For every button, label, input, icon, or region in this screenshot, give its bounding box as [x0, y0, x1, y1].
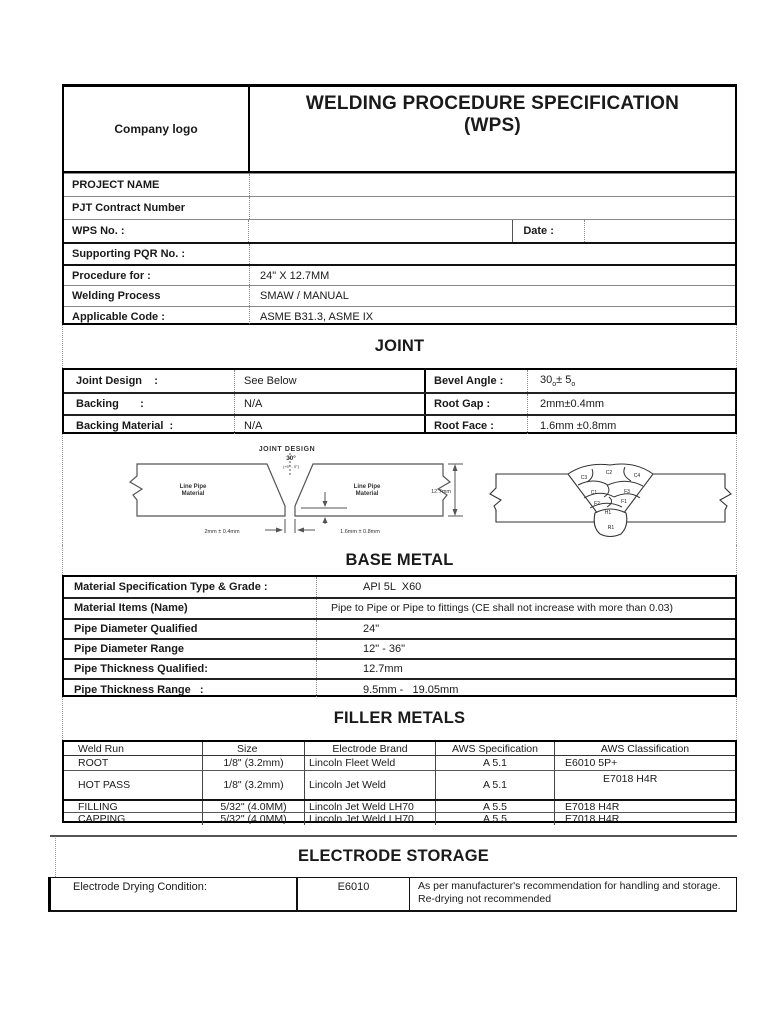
- company-logo-cell: [64, 87, 250, 171]
- joint-design-diagram-title: JOINT DESIGN: [258, 446, 316, 453]
- contract-number-value: [250, 197, 735, 219]
- left-material-label-line2: Material: [181, 491, 205, 497]
- class-cell: E7018 H4R: [565, 801, 620, 812]
- weld-run-cell: HOT PASS: [64, 771, 203, 799]
- company-logo-label: Company logo: [114, 122, 198, 136]
- spec-cell: A 5.1: [436, 771, 555, 799]
- col-header-aws-classification: AWS Classification: [600, 742, 690, 755]
- electrode-drying-row: [48, 877, 737, 912]
- material-spec-label: Material Specification Type & Grade :: [64, 577, 317, 597]
- supporting-pqr-row: [64, 242, 735, 264]
- thickness-dimension-label: 12.7mm: [431, 489, 451, 495]
- weld-run-cell: CAPPING: [64, 813, 203, 825]
- pass-label-c1: C1: [590, 490, 598, 496]
- welding-process-value: SMAW / MANUAL: [260, 290, 349, 302]
- joint-section-title: JOINT: [374, 337, 425, 355]
- thickness-arrow-down: [453, 509, 458, 516]
- class-cell: E7018 H4R: [603, 773, 658, 785]
- wps-no-value: [249, 220, 512, 242]
- joint-design-value: See Below: [235, 370, 426, 392]
- joint-design-row: [64, 370, 735, 392]
- pass-label-h1: H1: [604, 510, 612, 516]
- pass-label-r1: R1: [607, 525, 615, 531]
- root-gap-label: Root Gap :: [426, 394, 528, 414]
- cap-row-boundary: [578, 481, 643, 486]
- pass-label-f1: F1: [621, 499, 627, 505]
- backing-row: [64, 392, 735, 414]
- base-metal-section-band: [62, 545, 737, 575]
- left-plate-shape: [130, 464, 285, 516]
- size-cell: 5/32" (4.0MM): [203, 801, 305, 812]
- bevel-angle-annotation: 30°: [286, 455, 296, 462]
- pass-label-c3: C3: [580, 475, 588, 481]
- brand-cell: Lincoln Jet Weld LH70: [305, 813, 436, 825]
- pass-label-c2: C2: [605, 470, 613, 476]
- backing-material-value: N/A: [235, 416, 426, 436]
- weld-pass-diagram: [488, 448, 733, 540]
- pass-label-c4: C4: [633, 473, 641, 479]
- electrode-code-value: E6010: [296, 878, 410, 910]
- joint-table: [62, 368, 737, 434]
- filler-header-row: [64, 742, 735, 756]
- pipe-thickness-range-label: Pipe Thickness Range :: [64, 680, 317, 698]
- filler-metals-section-band: [62, 697, 737, 740]
- pipe-thickness-qualified-row: [64, 658, 735, 678]
- bevel-angle-label: Bevel Angle :: [426, 370, 528, 392]
- wps-no-label: WPS No. :: [64, 220, 249, 242]
- size-cell: 5/32" (4.0MM): [203, 813, 305, 825]
- pipe-diameter-qualified-row: [64, 618, 735, 638]
- class-cell: E7018 H4R: [565, 813, 620, 825]
- pipe-thickness-range-row: [64, 678, 735, 698]
- root-gap-dimension-label: 2mm ± 0.4mm: [204, 529, 240, 535]
- filler-metals-section-title: FILLER METALS: [333, 709, 466, 727]
- right-material-label-line1: Line Pipe: [353, 484, 381, 490]
- pipe-thickness-qualified-label: Pipe Thickness Qualified:: [64, 660, 317, 678]
- bevel-angle-tolerance: (+5° - 0°): [282, 464, 300, 469]
- procedure-for-row: [64, 264, 735, 285]
- col-header-electrode-brand: Electrode Brand: [305, 742, 436, 755]
- spec-cell: A 5.1: [436, 756, 555, 770]
- pipe-thickness-range-value: 9.5mm - 19.05mm: [363, 683, 459, 696]
- size-cell: 1/8" (3.2mm): [203, 771, 305, 799]
- applicable-code-row: [64, 306, 735, 326]
- bevel-angle-value: $30_o\pm 5_o$: [540, 373, 576, 389]
- backing-material-label: Backing Material :: [64, 416, 235, 436]
- filler-row-capping: [64, 812, 735, 825]
- welding-process-label: Welding Process: [64, 286, 250, 306]
- root-face-value: 1.6mm ±0.8mm: [540, 420, 617, 432]
- thickness-arrow-up: [453, 464, 458, 471]
- material-items-value: Pipe to Pipe or Pipe to fittings (CE shall not increase with more than 0.03): [331, 602, 674, 615]
- root-gap-arrow-right: [276, 528, 283, 533]
- root-gap-value: 2mm±0.4mm: [540, 398, 605, 410]
- page-title: WELDING PROCEDURE SPECIFICATION (WPS): [305, 93, 680, 136]
- pipe-diameter-range-value: 12" - 36": [363, 643, 406, 656]
- electrode-storage-top-rule: [50, 835, 737, 837]
- date-label: Date :: [512, 220, 584, 242]
- spec-cell: A 5.5: [436, 813, 555, 825]
- electrode-storage-section-title: ELECTRODE STORAGE: [297, 847, 490, 865]
- joint-design-diagram: [115, 442, 467, 541]
- left-material-label-line1: Line Pipe: [179, 484, 207, 490]
- base-metal-table: [62, 575, 737, 697]
- electrode-drying-note: As per manufacturer's recommendation for handling and storage. Re-drying not recommended: [418, 880, 721, 905]
- contract-number-label: PJT Contract Number: [64, 197, 250, 219]
- base-metal-section-title: BASE METAL: [345, 550, 454, 569]
- root-face-arrow-up: [323, 517, 328, 523]
- procedure-for-label: Procedure for :: [64, 266, 250, 285]
- col-header-size: Size: [203, 742, 305, 755]
- material-spec-row: [64, 577, 735, 597]
- header-row: [64, 87, 735, 173]
- root-gap-arrow-left: [297, 528, 304, 533]
- right-material-label-line2: Material: [355, 491, 379, 497]
- spec-cell: A 5.5: [436, 801, 555, 812]
- applicable-code-label: Applicable Code :: [64, 307, 250, 326]
- wps-no-row: [64, 219, 735, 242]
- backing-label: Backing :: [64, 394, 235, 414]
- backing-material-row: [64, 414, 735, 436]
- col-header-aws-specification: AWS Specification: [436, 742, 555, 755]
- pipe-diameter-qualified-label: Pipe Diameter Qualified: [64, 620, 317, 638]
- filler-row-filling: [64, 799, 735, 812]
- brand-cell: Lincoln Jet Weld LH70: [305, 801, 436, 812]
- joint-section-band: [62, 325, 737, 368]
- col-header-weld-run: Weld Run: [64, 742, 203, 755]
- joint-design-label: Joint Design :: [64, 370, 235, 392]
- pass-label-f3: F3: [624, 489, 630, 495]
- pipe-diameter-range-row: [64, 638, 735, 658]
- fill-pass-divider-upper: [604, 485, 609, 497]
- joint-diagram-band: [62, 434, 737, 545]
- size-cell: 1/8" (3.2mm): [203, 756, 305, 770]
- date-value: [584, 220, 735, 242]
- pipe-thickness-qualified-value: 12.7mm: [363, 663, 403, 676]
- pipe-diameter-qualified-value: 24": [363, 622, 380, 635]
- fill-pass-divider-lower: [607, 497, 612, 507]
- filler-row-root: [64, 756, 735, 770]
- header-table: [62, 84, 737, 325]
- backing-value: N/A: [235, 394, 426, 414]
- applicable-code-value: ASME B31.3, ASME IX: [260, 310, 374, 323]
- brand-cell: Lincoln Jet Weld: [305, 771, 436, 799]
- contract-number-row: [64, 196, 735, 219]
- root-gap-dimension-lines: [265, 519, 315, 533]
- filler-metals-table: [62, 740, 737, 823]
- material-spec-value: API 5L X60: [363, 581, 422, 594]
- project-name-row: [64, 173, 735, 196]
- class-cell: E6010 5P+: [565, 757, 618, 769]
- filler-row-hot-pass: [64, 770, 735, 799]
- supporting-pqr-label: Supporting PQR No. :: [64, 244, 250, 264]
- weld-run-cell: ROOT: [64, 756, 203, 770]
- root-face-label: Root Face :: [426, 416, 528, 436]
- brand-cell: Lincoln Fleet Weld: [305, 756, 436, 770]
- weld-right-plate-shape: [620, 474, 731, 522]
- project-name-label: PROJECT NAME: [64, 174, 250, 196]
- project-name-value: [250, 174, 735, 196]
- pass-label-f2: F2: [594, 501, 600, 507]
- electrode-drying-label: Electrode Drying Condition:: [73, 881, 207, 893]
- weld-run-cell: FILLING: [64, 801, 203, 812]
- root-face-dimension-label: 1.6mm ± 0.8mm: [340, 529, 380, 535]
- pipe-diameter-range-label: Pipe Diameter Range: [64, 640, 317, 658]
- material-items-label: Material Items (Name): [64, 599, 317, 617]
- procedure-for-value: 24" X 12.7MM: [260, 269, 330, 282]
- document-title-cell: [250, 87, 735, 171]
- welding-process-row: [64, 285, 735, 306]
- supporting-pqr-value: [250, 244, 735, 264]
- material-items-row: [64, 597, 735, 617]
